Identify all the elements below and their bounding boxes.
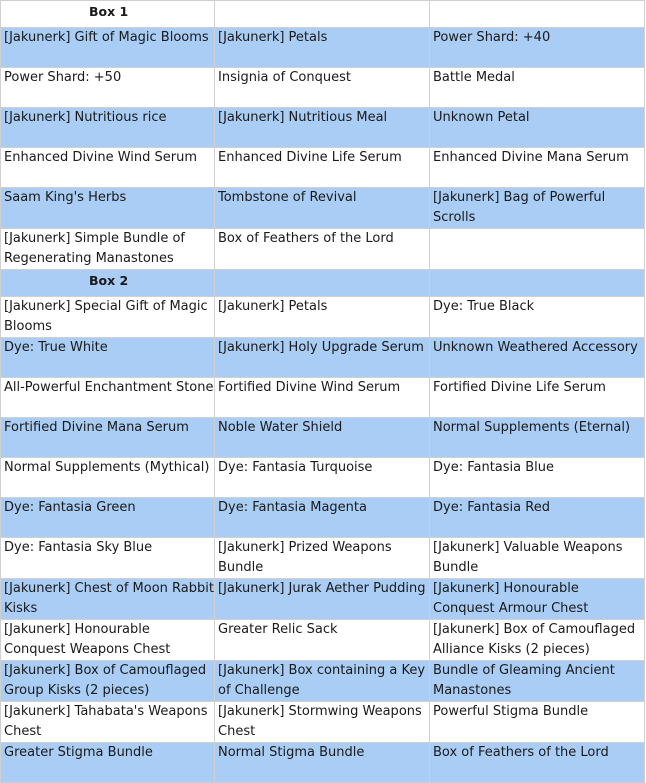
table-row xyxy=(1,702,645,743)
item-cell[interactable]: Power Shard: +50 xyxy=(1,68,215,108)
item-cell[interactable]: Dye: Fantasia Red xyxy=(430,498,645,538)
item-cell[interactable]: Bundle of Gleaming Ancient Manastones xyxy=(430,661,645,702)
item-cell[interactable]: [Jakunerk] Stormwing Weapons Chest xyxy=(215,702,430,743)
item-cell[interactable]: [Jakunerk] Honourable Conquest Armour Chest xyxy=(430,579,645,620)
item-cell[interactable]: [Jakunerk] Box of Camouflaged Alliance Kisks (2 pieces) xyxy=(430,620,645,661)
empty-cell[interactable] xyxy=(430,229,645,270)
table-row xyxy=(1,338,645,378)
item-cell[interactable]: [Jakunerk] Prized Weapons Bundle xyxy=(215,538,430,579)
item-cell[interactable]: [Jakunerk] Petals xyxy=(215,297,430,338)
table-row xyxy=(1,458,645,498)
item-cell[interactable]: [Jakunerk] Box of Camouflaged Group Kisks (2 pieces) xyxy=(1,661,215,702)
table-row xyxy=(1,579,645,620)
item-cell[interactable]: [Jakunerk] Box containing a Key of Challenge xyxy=(215,661,430,702)
item-cell[interactable]: Noble Water Shield xyxy=(215,418,430,458)
item-cell[interactable]: Battle Medal xyxy=(430,68,645,108)
item-cell[interactable]: Normal Stigma Bundle xyxy=(215,743,430,783)
item-cell[interactable]: Insignia of Conquest xyxy=(215,68,430,108)
item-cell[interactable]: Tombstone of Revival xyxy=(215,188,430,229)
empty-cell[interactable] xyxy=(215,1,430,28)
item-cell[interactable]: Greater Relic Sack xyxy=(215,620,430,661)
table-row xyxy=(1,68,645,108)
item-cell[interactable]: Greater Stigma Bundle xyxy=(1,743,215,783)
item-cell[interactable]: Power Shard: +40 xyxy=(430,28,645,68)
item-cell[interactable]: [Jakunerk] Tahabata's Weapons Chest xyxy=(1,702,215,743)
item-cell[interactable]: Fortified Divine Life Serum xyxy=(430,378,645,418)
item-cell[interactable]: [Jakunerk] Honourable Conquest Weapons Chest xyxy=(1,620,215,661)
table-row xyxy=(1,661,645,702)
table-row xyxy=(1,418,645,458)
empty-cell[interactable] xyxy=(430,1,645,28)
item-cell[interactable]: Enhanced Divine Wind Serum xyxy=(1,148,215,188)
item-cell[interactable]: [Jakunerk] Gift of Magic Blooms xyxy=(1,28,215,68)
table-row xyxy=(1,148,645,188)
item-cell[interactable]: Unknown Petal xyxy=(430,108,645,148)
table-row xyxy=(1,538,645,579)
empty-cell[interactable] xyxy=(430,270,645,297)
table-row xyxy=(1,743,645,783)
item-cell[interactable]: Dye: Fantasia Green xyxy=(1,498,215,538)
item-cell[interactable]: [Jakunerk] Chest of Moon Rabbit Kisks xyxy=(1,579,215,620)
item-cell[interactable]: Powerful Stigma Bundle xyxy=(430,702,645,743)
table-row xyxy=(1,297,645,338)
item-cell[interactable]: Fortified Divine Wind Serum xyxy=(215,378,430,418)
item-cell[interactable]: [Jakunerk] Nutritious Meal xyxy=(215,108,430,148)
item-cell[interactable]: Dye: Fantasia Blue xyxy=(430,458,645,498)
box-title[interactable]: Box 2 xyxy=(1,270,215,297)
item-cell[interactable]: Fortified Divine Mana Serum xyxy=(1,418,215,458)
item-cell[interactable]: [Jakunerk] Petals xyxy=(215,28,430,68)
item-cell[interactable]: [Jakunerk] Valuable Weapons Bundle xyxy=(430,538,645,579)
table-row xyxy=(1,188,645,229)
item-cell[interactable]: [Jakunerk] Special Gift of Magic Blooms xyxy=(1,297,215,338)
item-cell[interactable]: [Jakunerk] Nutritious rice xyxy=(1,108,215,148)
item-table-body xyxy=(1,1,645,783)
table-row xyxy=(1,28,645,68)
table-row xyxy=(1,229,645,270)
item-cell[interactable]: Dye: Fantasia Magenta xyxy=(215,498,430,538)
item-cell[interactable]: Box of Feathers of the Lord xyxy=(215,229,430,270)
box-header-row xyxy=(1,1,645,28)
item-cell[interactable]: [Jakunerk] Simple Bundle of Regenerating Manastones xyxy=(1,229,215,270)
item-cell[interactable]: Enhanced Divine Mana Serum xyxy=(430,148,645,188)
item-cell[interactable]: Saam King's Herbs xyxy=(1,188,215,229)
table-row xyxy=(1,620,645,661)
item-cell[interactable]: Unknown Weathered Accessory xyxy=(430,338,645,378)
item-cell[interactable]: Normal Supplements (Mythical) xyxy=(1,458,215,498)
item-cell[interactable]: [Jakunerk] Jurak Aether Pudding xyxy=(215,579,430,620)
table-row xyxy=(1,378,645,418)
table-row xyxy=(1,108,645,148)
item-cell[interactable]: Dye: True White xyxy=(1,338,215,378)
item-cell[interactable]: [Jakunerk] Bag of Powerful Scrolls xyxy=(430,188,645,229)
item-cell[interactable]: All-Powerful Enchantment Stone xyxy=(1,378,215,418)
item-cell[interactable]: Dye: Fantasia Turquoise xyxy=(215,458,430,498)
item-cell[interactable]: [Jakunerk] Holy Upgrade Serum xyxy=(215,338,430,378)
item-cell[interactable]: Enhanced Divine Life Serum xyxy=(215,148,430,188)
item-cell[interactable]: Box of Feathers of the Lord xyxy=(430,743,645,783)
item-cell[interactable]: Normal Supplements (Eternal) xyxy=(430,418,645,458)
item-cell[interactable]: Dye: Fantasia Sky Blue xyxy=(1,538,215,579)
box-title[interactable]: Box 1 xyxy=(1,1,215,28)
empty-cell[interactable] xyxy=(215,270,430,297)
box-header-row xyxy=(1,270,645,297)
table-row xyxy=(1,498,645,538)
item-cell[interactable]: Dye: True Black xyxy=(430,297,645,338)
